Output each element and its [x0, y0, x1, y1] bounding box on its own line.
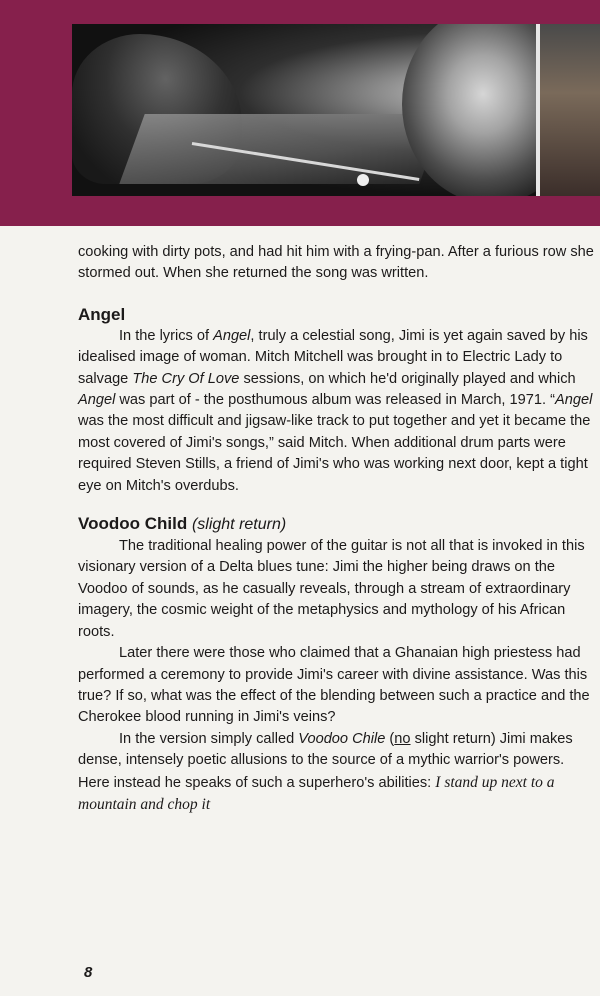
page-number: 8: [84, 964, 93, 981]
photo-collage: [72, 24, 600, 196]
intro-paragraph: cooking with dirty pots, and had hit him with a frying-pan. After a furious row she stormed out. When she returned the song was written.: [78, 244, 594, 282]
section-heading-voodoo-child: Voodoo Child (slight return): [78, 514, 287, 534]
voodoo-paragraph-3: In the version simply called Voodoo Chile (no slight return) Jimi makes dense, intensely poetic allusions to the source of a mythic warrior's powers. Here instead he speaks of such a superhero's abilities: I stand up next to a mountain and chop it: [78, 730, 573, 813]
angel-paragraph: In the lyrics of Angel, truly a celestial song, Jimi is yet again saved by his idealised image of woman. Mitch Mitchell was brought in to Electric Lady to salvage The Cry Of Love sessions, on which he'd originally played and which Angel was part of - the posthumous album was released in March, 1971. “Angel was the most difficult and jigsaw-like track to put together and yet it became the most covered of Jimi's songs,” said Mitch. When additional drum parts were required Steven Stills, a friend of Jimi's who was working next door, kept a tight eye on Mitch's overdubs.: [78, 327, 593, 494]
voodoo-paragraph-2: Later there were those who claimed that a Ghanaian high priestess had performed a ceremony to provide Jimi's career with divine assistance. Was this true? If so, what was the effect of the blending between such a practice and the Cherokee blood running in Jimi's veins?: [78, 645, 590, 726]
page-text: [78, 242, 598, 816]
header-banner: [0, 0, 600, 226]
voodoo-paragraph-1: The traditional healing power of the guitar is not all that is invoked in this visionary version of a Delta blues tune: Jimi the higher being draws on the Voodoo of sounds, as he casually reveals, through a stream of extraordinary imagery, the cosmic weight of the metaphysics and mythology of his African roots.: [78, 538, 585, 640]
photo-ball: [357, 174, 369, 186]
section-heading-angel: Angel: [78, 304, 126, 324]
photo-guitarist-strip: [536, 24, 600, 196]
